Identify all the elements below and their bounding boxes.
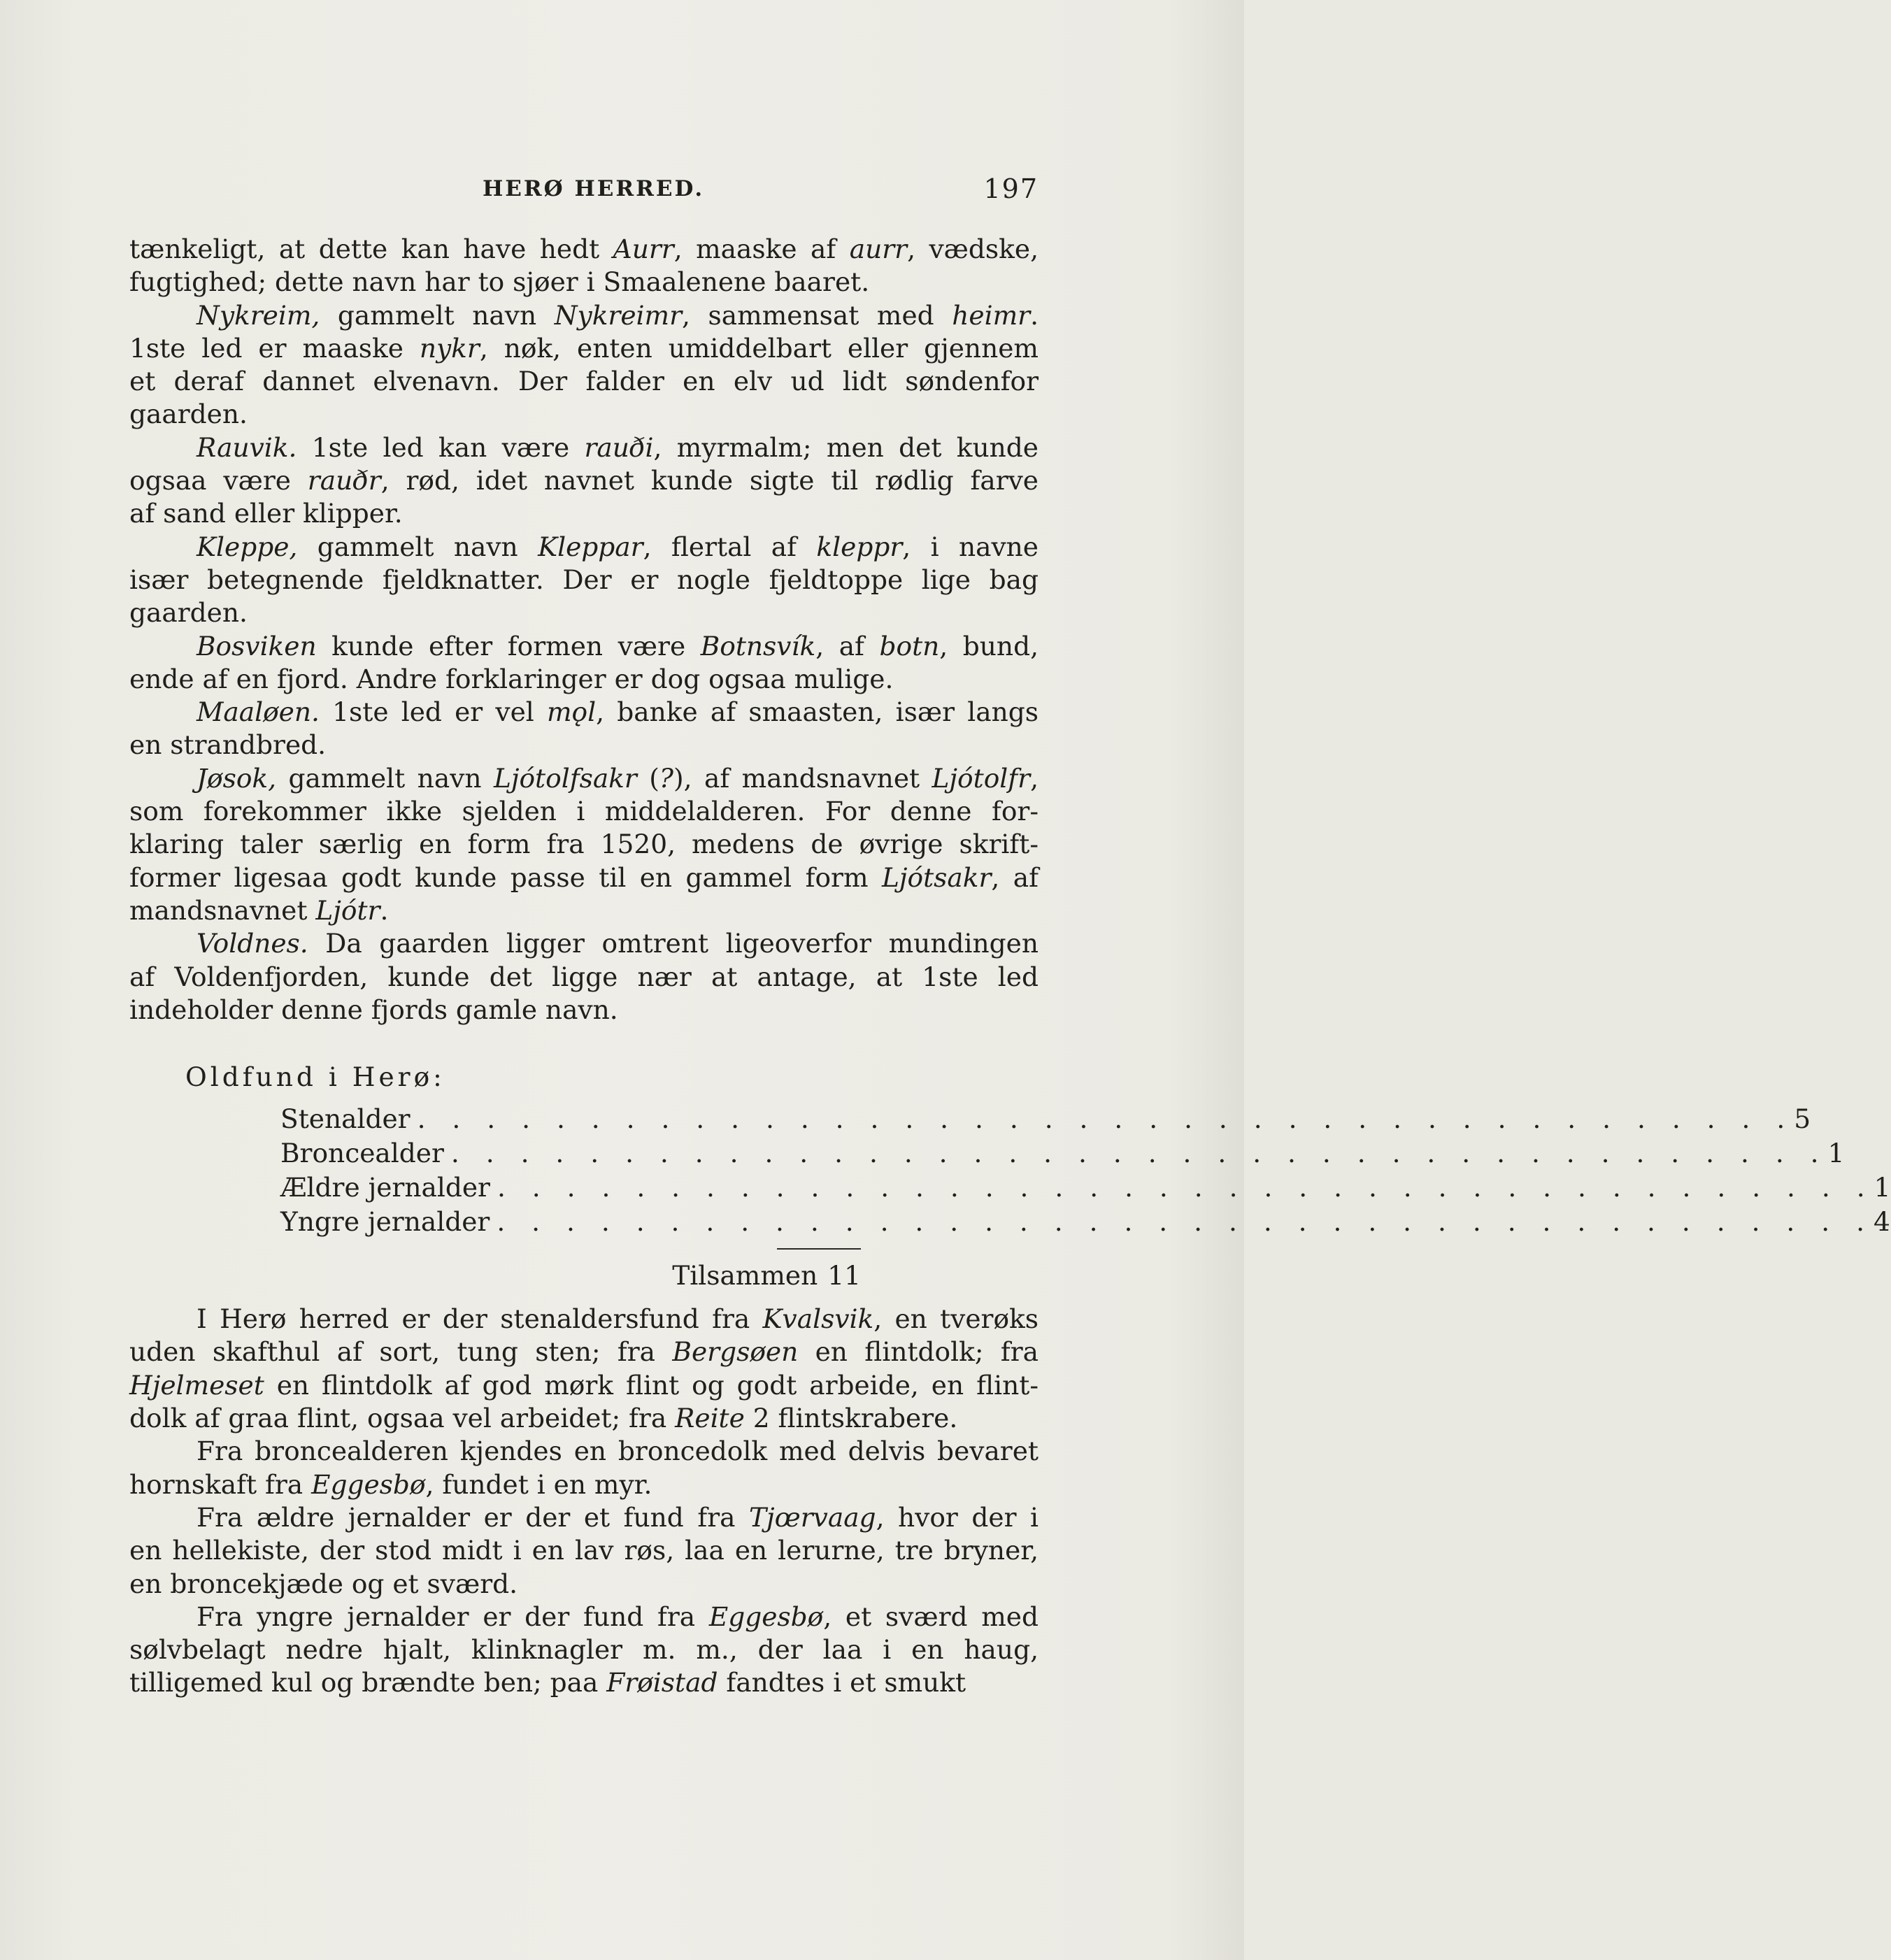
text-line	[129, 431, 1039, 464]
italic-term: Rauvik.	[197, 431, 297, 463]
paragraph	[129, 1601, 1039, 1700]
italic-term: Nykreim,	[197, 299, 320, 331]
paragraph	[129, 1501, 1039, 1601]
text-run: et deraf dannet elvenavn. Der falder en elv ud lidt søndenfor	[129, 366, 1039, 397]
finds-row	[280, 1137, 1845, 1171]
text-run: en flintdolk af god mørk flint og godt arbeide, en flint-	[264, 1369, 1039, 1401]
text-run: , fundet i en myr.	[425, 1468, 652, 1500]
italic-term: Eggesbø	[311, 1468, 426, 1500]
find-count: 5	[1794, 1103, 1811, 1135]
text-line	[129, 729, 1039, 761]
text-line	[129, 1568, 1039, 1601]
italic-term: Ljótr	[315, 894, 380, 926]
text-line	[129, 663, 1039, 696]
text-run: Fra yngre jernalder er der fund fra	[197, 1601, 709, 1632]
text-run: tilligemed kul og brændte ben; paa	[129, 1667, 607, 1698]
italic-term: Hjelmeset	[129, 1369, 264, 1401]
paragraph	[129, 630, 1039, 696]
italic-term: Aurr	[613, 234, 674, 264]
text-line	[129, 1402, 1039, 1435]
text-line	[129, 1303, 1039, 1336]
text-run: , nøk, enten umiddelbart eller gjennem	[479, 332, 1039, 364]
text-run: en broncekjæde og et sværd.	[129, 1568, 518, 1599]
finds-description-paragraphs	[129, 1303, 1039, 1700]
text-line	[129, 497, 1039, 530]
italic-term: Maaløen.	[197, 696, 320, 728]
dot-leader: . . . . . . . . . . . . . . . . . . . . . . . . . . . . . . . . . . . . . . . .	[450, 1138, 1828, 1169]
text-line	[129, 266, 1039, 299]
find-period: Broncealder	[280, 1138, 444, 1169]
text-run: .	[1030, 299, 1039, 331]
text-run: sølvbelagt nedre hjalt, klinknagler m. m., der laa i en haug,	[129, 1634, 1039, 1666]
text-run: 1ste led er maaske	[129, 332, 420, 364]
italic-term: nykr	[419, 332, 480, 364]
text-run: , maaske af	[673, 234, 850, 264]
text-run: , af	[815, 630, 880, 661]
text-run: (	[636, 762, 659, 794]
text-line	[129, 1468, 1039, 1501]
italic-term: Bosviken	[197, 630, 317, 661]
italic-term: Eggesbø	[708, 1601, 824, 1632]
text-run: 2 flintskrabere.	[744, 1403, 958, 1434]
text-run: som forekommer ikke sjelden i middelalderen. For denne for-	[129, 796, 1039, 827]
text-line	[129, 564, 1039, 596]
italic-term: Ljótolfsakr	[493, 762, 637, 794]
text-run: , sammensat med	[682, 299, 952, 331]
text-run: gaarden.	[129, 597, 248, 629]
text-run: .	[380, 894, 389, 926]
text-line	[129, 1601, 1039, 1633]
text-run: indeholder denne fjords gamle navn.	[129, 994, 618, 1025]
text-line	[129, 795, 1039, 828]
text-run: , vædske,	[907, 234, 1039, 264]
text-line	[129, 233, 1039, 266]
italic-term: rauðr	[307, 465, 381, 496]
text-run: klaring taler særlig en form fra 1520, medens de øvrige skrift-	[129, 829, 1039, 860]
text-run: , banke af smaasten, især langs	[596, 696, 1039, 728]
text-line	[129, 828, 1039, 861]
find-count: 1	[1874, 1172, 1891, 1203]
body-text	[129, 233, 1891, 1700]
italic-term: aurr	[849, 234, 908, 264]
find-count: 4	[1874, 1206, 1890, 1238]
italic-term: Kleppe,	[197, 531, 298, 562]
text-line	[129, 961, 1039, 994]
finds-row	[280, 1171, 1891, 1206]
text-line	[129, 1501, 1039, 1534]
text-run: fandtes i et smukt	[718, 1667, 966, 1698]
finds-heading: Oldfund i Herø:	[185, 1061, 445, 1093]
text-line	[129, 1633, 1039, 1666]
text-run: Fra broncealderen kjendes en broncedolk med delvis bevaret	[197, 1436, 1039, 1467]
text-run: , myrmalm; men det kunde	[653, 431, 1039, 463]
dot-leader: . . . . . . . . . . . . . . . . . . . . . . . . . . . . . . . . . . . . . . . .	[497, 1172, 1874, 1203]
text-line	[129, 696, 1039, 729]
paragraph	[129, 696, 1039, 762]
text-line	[129, 894, 1039, 927]
text-line	[129, 861, 1039, 894]
text-run: af Voldenfjorden, kunde det ligge nær at antage, at 1ste led	[129, 961, 1039, 992]
text-run: Da gaarden ligger omtrent ligeoverfor mundingen	[308, 928, 1039, 959]
text-line	[129, 762, 1039, 795]
text-run: , bund,	[939, 630, 1039, 661]
text-run: gammelt navn	[276, 762, 494, 794]
text-run: ogsaa være	[129, 465, 308, 496]
italic-term: kleppr	[816, 531, 903, 562]
italic-term: heimr	[952, 299, 1031, 331]
italic-term: Bergsøen	[672, 1336, 799, 1368]
text-line	[129, 1369, 1039, 1402]
find-period: Stenalder	[280, 1103, 411, 1135]
find-period: Yngre jernalder	[280, 1206, 490, 1238]
text-run: en strandbred.	[129, 729, 327, 761]
paragraph	[129, 1435, 1039, 1501]
paragraph	[129, 927, 1039, 1027]
text-run: uden skafthul af sort, tung sten; fra	[129, 1336, 673, 1368]
italic-term: Kleppar	[538, 531, 643, 562]
running-title: HERØ HERRED.	[483, 176, 705, 201]
text-line	[129, 994, 1039, 1027]
place-name-paragraphs	[129, 233, 1039, 1027]
text-run: I Herø herred er der stenaldersfund fra	[197, 1303, 763, 1335]
text-run: hornskaft fra	[129, 1468, 312, 1500]
finds-row	[280, 1206, 1890, 1240]
text-line	[129, 332, 1039, 365]
italic-term: Frøistad	[606, 1667, 718, 1698]
text-line	[129, 531, 1039, 564]
text-run: gammelt navn	[320, 299, 555, 331]
page-number: 197	[983, 173, 1039, 204]
find-count: 1	[1827, 1138, 1845, 1169]
sum-rule	[777, 1248, 861, 1250]
text-run: ), af mandsnavnet	[673, 762, 932, 794]
italic-term: Voldnes.	[197, 928, 308, 959]
text-run: Fra ældre jernalder er der et fund fra	[197, 1501, 750, 1533]
finds-table	[280, 1103, 1891, 1240]
dot-leader: . . . . . . . . . . . . . . . . . . . . . . . . . . . . . . . . . . . . . . . .	[497, 1206, 1874, 1238]
text-run: tænkeligt, at dette kan have hedt	[129, 234, 613, 264]
text-run: en hellekiste, der stod midt i en lav røs, laa en lerurne, tre bryner,	[129, 1535, 1039, 1566]
italic-term: Ljótsakr	[881, 861, 992, 893]
text-line	[129, 1666, 1039, 1699]
text-run: ,	[1030, 762, 1039, 794]
total-count: 11	[827, 1260, 861, 1292]
italic-term: Ljótolfr	[932, 762, 1031, 794]
paragraph	[129, 431, 1039, 531]
text-run: , hvor der i	[876, 1501, 1039, 1533]
text-run: , i navne	[902, 531, 1039, 562]
text-run: dolk af graa flint, ogsaa vel arbeidet; fra	[129, 1403, 676, 1434]
find-period: Ældre jernalder	[280, 1172, 490, 1203]
italic-term: Reite	[675, 1403, 745, 1434]
text-run: , et sværd med	[823, 1601, 1039, 1632]
paragraph	[129, 1303, 1039, 1435]
text-run: en flintdolk; fra	[798, 1336, 1039, 1368]
finds-total	[129, 1259, 861, 1303]
italic-term: Botnsvík	[700, 630, 816, 661]
page-header	[129, 173, 1039, 208]
paragraph	[129, 233, 1039, 299]
italic-term: mǫl	[547, 696, 597, 728]
italic-term: ?	[659, 762, 674, 794]
text-run: , en tverøks	[873, 1303, 1039, 1335]
text-run: gammelt navn	[297, 531, 538, 562]
text-run: , rød, idet navnet kunde sigte til rødlig farve	[380, 465, 1039, 496]
finds-row	[280, 1103, 1811, 1137]
text-line	[129, 596, 1039, 629]
text-line	[129, 299, 1039, 332]
text-run: gaarden.	[129, 399, 248, 430]
text-line	[129, 1435, 1039, 1468]
dot-leader: . . . . . . . . . . . . . . . . . . . . . . . . . . . . . . . . . . . . . . . .	[417, 1103, 1794, 1135]
text-run: mandsnavnet	[129, 894, 316, 926]
italic-term: Kvalsvik	[762, 1303, 874, 1335]
text-run: især betegnende fjeldknatter. Der er nogle fjeldtoppe lige bag	[129, 564, 1039, 595]
italic-term: botn	[879, 630, 940, 661]
text-run: kunde efter formen være	[316, 630, 701, 661]
text-line	[129, 1336, 1039, 1368]
text-run: ende af en fjord. Andre forklaringer er dog ogsaa mulige.	[129, 663, 894, 694]
text-line	[129, 1534, 1039, 1567]
italic-term: Jøsok,	[197, 762, 277, 794]
text-run: former ligesaa godt kunde passe til en gammel form	[129, 861, 882, 893]
italic-term: rauði	[584, 431, 654, 463]
text-line	[129, 464, 1039, 497]
text-run: , af	[991, 861, 1039, 893]
paragraph	[129, 762, 1039, 927]
text-run: 1ste led er vel	[319, 696, 547, 728]
text-line	[129, 630, 1039, 663]
text-line	[129, 927, 1039, 960]
text-run: , flertal af	[643, 531, 817, 562]
text-line	[129, 365, 1039, 398]
text-run: fugtighed; dette navn har to sjøer i Smaalenene baaret.	[129, 266, 870, 298]
text-run: 1ste led kan være	[297, 431, 585, 463]
text-line	[129, 398, 1039, 431]
italic-term: Nykreimr	[554, 299, 683, 331]
italic-term: Tjœrvaag	[749, 1501, 876, 1533]
total-label: Tilsammen	[672, 1260, 818, 1292]
paragraph	[129, 299, 1039, 431]
paragraph	[129, 531, 1039, 630]
text-run: af sand eller klipper.	[129, 498, 403, 529]
